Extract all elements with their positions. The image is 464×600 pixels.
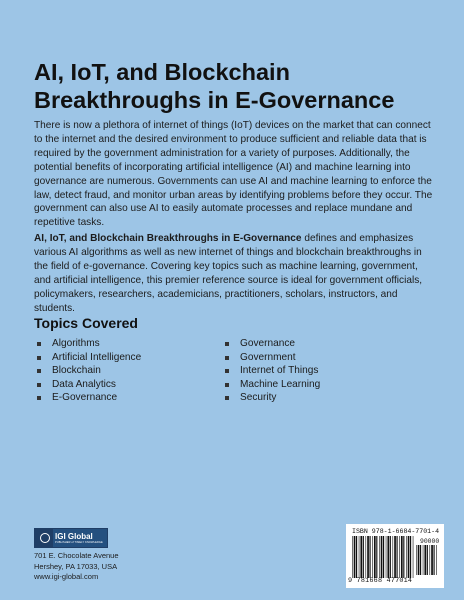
barcode-bar bbox=[372, 536, 373, 578]
topic-item: Artificial Intelligence bbox=[36, 351, 141, 365]
topics-list-right bbox=[224, 337, 320, 405]
barcode-bar bbox=[434, 545, 435, 575]
barcode-bar bbox=[424, 545, 426, 575]
barcode-bar bbox=[408, 536, 410, 578]
barcode-bar bbox=[397, 536, 398, 578]
barcode-bar bbox=[366, 536, 367, 578]
barcode-bar bbox=[401, 536, 403, 578]
barcode-bar bbox=[360, 536, 362, 578]
topic-item: Algorithms bbox=[36, 337, 141, 351]
barcode-bar bbox=[390, 536, 391, 578]
barcode-bars-addon bbox=[416, 545, 438, 575]
barcode-bar bbox=[431, 545, 433, 575]
barcode-bar bbox=[393, 536, 394, 578]
topic-item: Machine Learning bbox=[224, 378, 320, 392]
barcode-bar bbox=[386, 536, 387, 578]
topics-heading: Topics Covered bbox=[34, 315, 138, 331]
barcode-bar bbox=[381, 536, 383, 578]
barcode-bar bbox=[430, 545, 431, 575]
topic-item: Security bbox=[224, 391, 320, 405]
topic-item: Internet of Things bbox=[224, 364, 320, 378]
barcode-bars-main bbox=[352, 536, 414, 578]
barcode-bar bbox=[406, 536, 407, 578]
publisher-address bbox=[34, 551, 119, 583]
barcode-bar bbox=[370, 536, 371, 578]
publisher-logo-tagline: PUBLISHER of TIMELY KNOWLEDGE bbox=[55, 540, 103, 544]
barcode-bar bbox=[403, 536, 404, 578]
barcode-bar bbox=[436, 545, 437, 575]
address-line-1: 701 E. Chocolate Avenue bbox=[34, 551, 119, 560]
barcode-bar bbox=[379, 536, 380, 578]
globe-icon bbox=[35, 529, 53, 547]
title-line-1: AI, IoT, and Blockchain bbox=[34, 59, 290, 85]
barcode-bar bbox=[376, 536, 377, 578]
topic-item: Data Analytics bbox=[36, 378, 141, 392]
barcode-bar bbox=[363, 536, 364, 578]
barcode-bar bbox=[410, 536, 411, 578]
barcode-bar bbox=[367, 536, 369, 578]
isbn-barcode bbox=[346, 524, 444, 588]
isbn-number: ISBN 978-1-6684-7701-4 bbox=[352, 528, 440, 535]
address-line-2: Hershey, PA 17033, USA bbox=[34, 561, 118, 571]
topics-list-left bbox=[36, 337, 141, 405]
barcode-bar bbox=[413, 536, 414, 578]
barcode-bar bbox=[420, 545, 421, 575]
barcode-bar bbox=[387, 536, 389, 578]
barcode-bar bbox=[427, 545, 428, 575]
publisher-website: www.igi-global.com bbox=[34, 572, 99, 581]
barcode-bar bbox=[418, 545, 420, 575]
description-paragraph-2-text: defines and emphasizes various AI algorithms as well as new internet of things and blockchain breakthroughs in the field of e-governance. Covering key topics such as machine learning, government, and artificial intelligence, this premier reference source is ideal for government officials, policymakers, researchers, academicians, practitioners, scholars, instructors, and students. bbox=[34, 233, 423, 314]
barcode-digits: 9 781668 477014 bbox=[348, 577, 413, 585]
barcode-bar bbox=[394, 536, 396, 578]
barcode-bar bbox=[383, 536, 384, 578]
topic-item: Governance bbox=[224, 337, 320, 351]
price-code: 90000 bbox=[420, 538, 440, 545]
publisher-logo bbox=[34, 528, 108, 548]
description-paragraph-1: There is now a plethora of internet of things (IoT) devices on the market that can connect to the internet and the desired environment to produce sufficient and reliable data that is required by the government administration for a variety of purposes. Additionally, the potential benefits of incorporating artificial intelligence (AI) and machine learning into governance are numerous. Governments can use AI and machine learning to enforce the law, detect fraud, and monitor urban areas by identifying problems before they occur. The government can also use AI to easily automate processes and replace mundane and repetitive tasks. bbox=[34, 120, 433, 229]
barcode-bar bbox=[359, 536, 360, 578]
barcode-bar bbox=[352, 536, 353, 578]
barcode-bar bbox=[399, 536, 400, 578]
barcode-bar bbox=[356, 536, 357, 578]
description-paragraph-2 bbox=[34, 232, 436, 315]
publisher-logo-name: IGI Global bbox=[55, 531, 93, 541]
topic-item: Government bbox=[224, 351, 320, 365]
title-line-2: Breakthroughs in E-Governance bbox=[34, 87, 395, 113]
topic-item: E-Governance bbox=[36, 391, 141, 405]
barcode-bar bbox=[354, 536, 356, 578]
book-title-inline: AI, IoT, and Blockchain Breakthroughs in E-Governance bbox=[34, 233, 302, 244]
barcode-bar bbox=[423, 545, 424, 575]
barcode-bar bbox=[416, 545, 417, 575]
topic-item: Blockchain bbox=[36, 364, 141, 378]
book-title bbox=[34, 58, 434, 114]
barcode-bar bbox=[374, 536, 376, 578]
